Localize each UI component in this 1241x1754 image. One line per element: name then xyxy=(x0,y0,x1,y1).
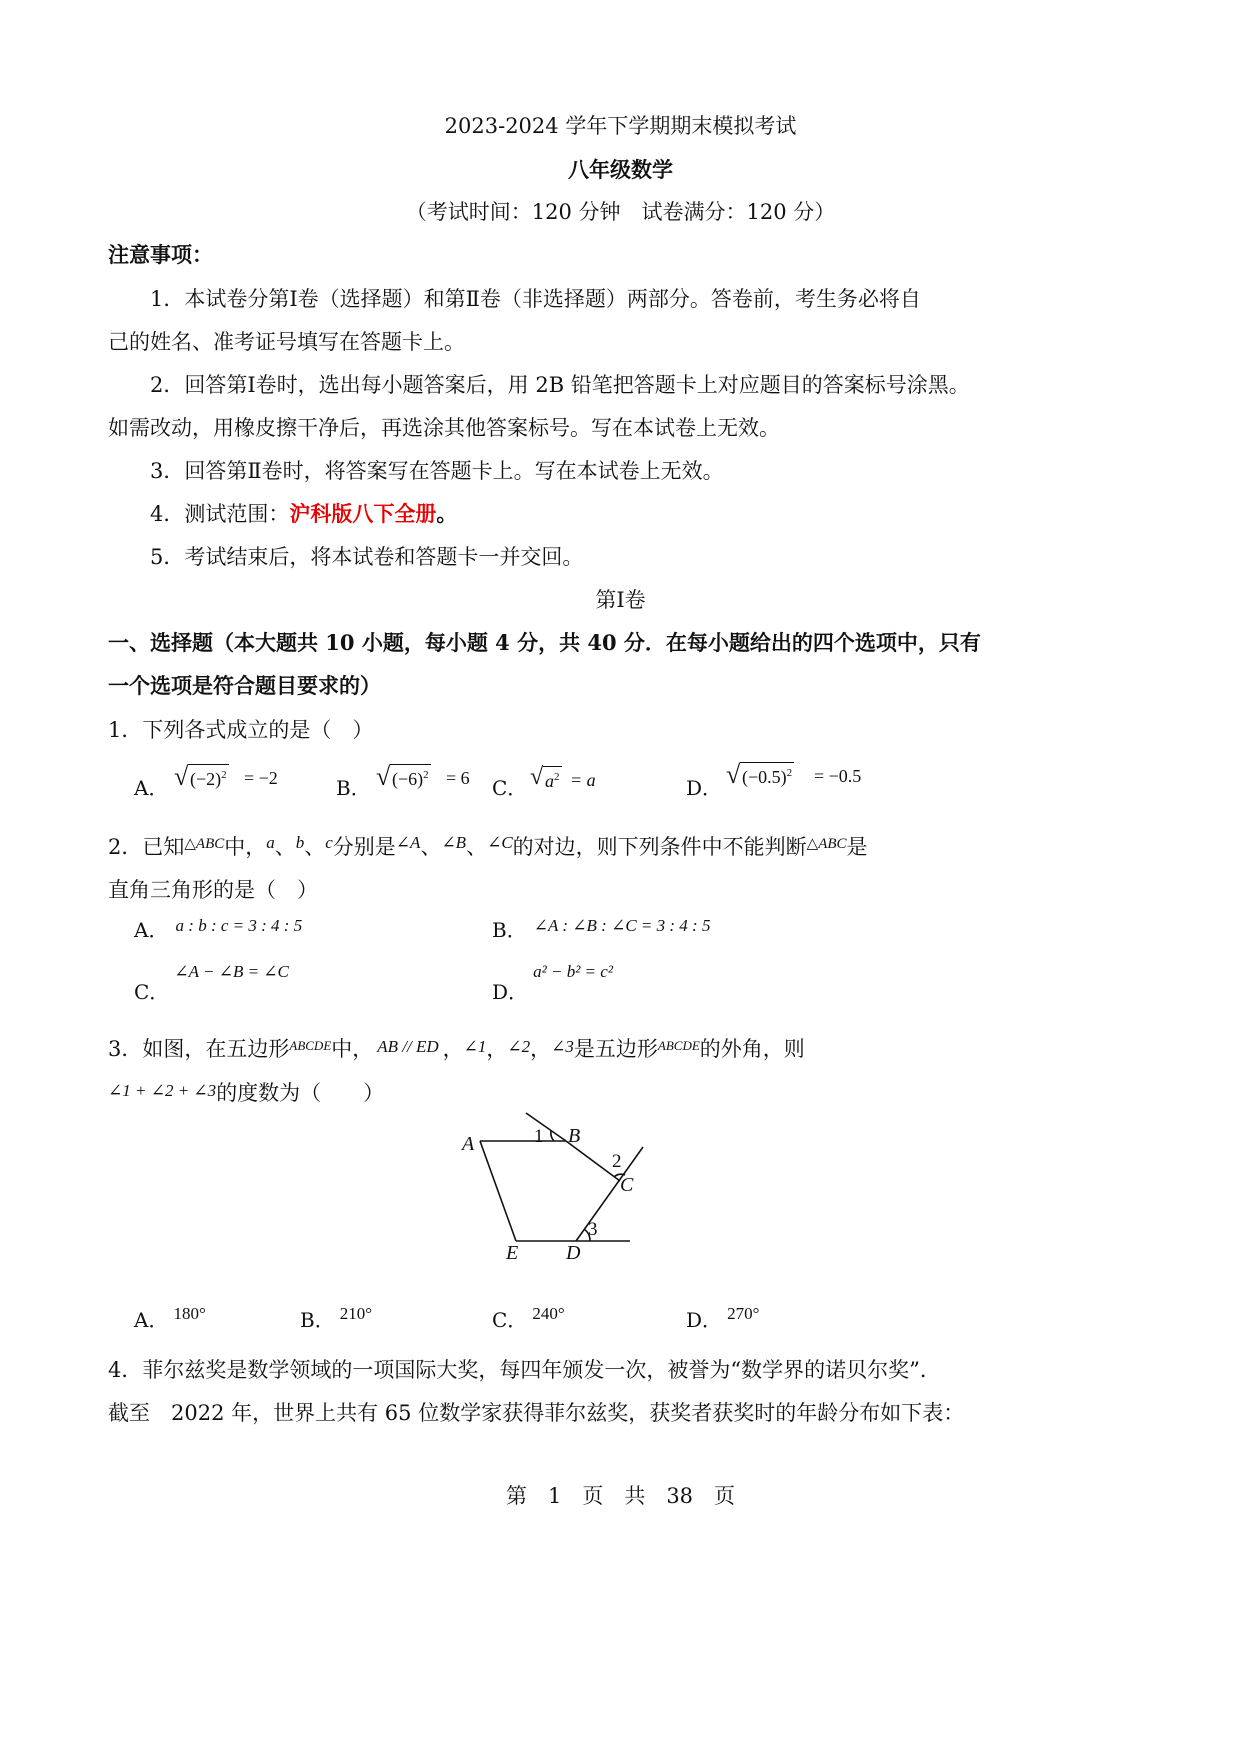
q3-d-value: 270° xyxy=(727,1304,760,1323)
point-d-label: D xyxy=(566,1242,581,1264)
notice-item-1: 1．本试卷分第Ⅰ卷（选择题）和第Ⅱ卷（非选择题）两部分。答卷前，考生务必将自 xyxy=(150,287,921,311)
q2-text: 、 xyxy=(274,835,296,859)
notice-item-3: 3．回答第Ⅱ卷时，将答案写在答题卡上。写在本试卷上无效。 xyxy=(150,459,724,483)
q2-stem-line2: 直角三角形的是（ ） xyxy=(108,878,318,902)
notice-heading: 注意事项： xyxy=(108,242,213,267)
q3-option-d[interactable] xyxy=(686,1304,759,1333)
q2-d-math: a² − b² = c² xyxy=(533,962,613,981)
q2-text: 是 xyxy=(846,835,868,859)
q1-a-exp: 2 xyxy=(221,769,227,781)
q3-text: ， xyxy=(486,1037,508,1061)
q1-d-rest: = −0.5 xyxy=(814,766,862,786)
pentagon-figure xyxy=(450,1105,670,1275)
q2-d-label: D． xyxy=(492,980,529,1004)
q3-b-label: B． xyxy=(300,1308,335,1332)
q1-d-radicand xyxy=(740,762,794,788)
q3-math: ABCDE xyxy=(657,1038,700,1053)
q3-c-value: 240° xyxy=(532,1304,565,1323)
q2-a-math: a : b : c = 3 : 4 : 5 xyxy=(175,916,303,935)
q1-b-label: B． xyxy=(336,776,371,800)
notice-item-1-cont: 己的姓名、准考证号填写在答题卡上。 xyxy=(108,330,465,354)
q3-option-c[interactable] xyxy=(492,1304,565,1333)
q1-b-rest: = 6 xyxy=(446,768,470,788)
q3-a-label: A． xyxy=(134,1308,169,1332)
q3-text: ， xyxy=(442,1037,464,1061)
q3-math: AB // ED xyxy=(377,1037,439,1056)
q2-text: 、 xyxy=(420,835,442,859)
q1-d-rad-text: (−0.5) xyxy=(742,767,787,787)
q2-c-math: ∠A − ∠B = ∠C xyxy=(174,962,289,981)
q2-math: a xyxy=(266,833,275,852)
notice-item-4-prefix: 4．测试范围： xyxy=(150,502,290,526)
q2-text: 、 xyxy=(466,835,488,859)
q3-option-a[interactable] xyxy=(134,1304,206,1333)
extension-line-b xyxy=(526,1113,566,1141)
angle-1-label: 1 xyxy=(534,1126,544,1147)
q3-text: 中， xyxy=(331,1037,374,1061)
q2-b-label: B． xyxy=(492,918,527,942)
sqrt-icon: √ xyxy=(530,764,544,790)
q1-b-radicand xyxy=(390,764,431,790)
q1-a-rest: = −2 xyxy=(244,768,278,788)
sqrt-icon: √ xyxy=(376,762,391,791)
q2-option-c[interactable] xyxy=(134,962,289,1005)
q1-stem: 1．下列各式成立的是（ ） xyxy=(108,718,374,742)
q2-text: 的对边，则下列条件中不能判断 xyxy=(512,835,807,859)
angle-3-label: 3 xyxy=(588,1219,598,1240)
notice-item-2: 2．回答第Ⅰ卷时，选出每小题答案后，用 2B 铅笔把答题卡上对应题目的答案标号涂黑。 xyxy=(150,373,970,397)
q2-a-label: A． xyxy=(134,918,169,942)
q3-text: 的度数为（ ） xyxy=(216,1081,385,1105)
sqrt-icon: √ xyxy=(726,760,741,789)
section-heading: 一、选择题（本大题共 10 小题，每小题 4 分，共 40 分．在每小题给出的四个选项中，只有 xyxy=(108,630,981,655)
test-range: 沪科版八下全册 xyxy=(289,501,437,526)
sqrt-icon: √ xyxy=(174,762,189,791)
q1-a-radicand xyxy=(188,764,229,790)
q2-c-label: C． xyxy=(134,980,170,1004)
q3-d-label: D． xyxy=(686,1308,723,1332)
q2-text: 中， xyxy=(224,835,267,859)
q2-b-math: ∠A : ∠B : ∠C = 3 : 4 : 5 xyxy=(533,916,711,935)
q1-c-label: C． xyxy=(492,776,528,800)
q3-math: ∠1 xyxy=(463,1037,487,1056)
notice-item-5: 5．考试结束后，将本试卷和答题卡一并交回。 xyxy=(150,545,584,569)
q2-option-a[interactable] xyxy=(134,914,302,943)
q1-b-rad-text: (−6) xyxy=(392,769,424,789)
exam-info: （考试时间：120 分钟 试卷满分：120 分） xyxy=(405,200,836,224)
part1-title: 第Ⅰ卷 xyxy=(595,588,646,612)
point-a-label: A xyxy=(462,1133,475,1155)
q3-text: 3．如图，在五边形 xyxy=(108,1037,290,1061)
q4-stem-line1: 4．菲尔兹奖是数学领域的一项国际大奖，每四年颁发一次，被誉为“数学界的诺贝尔奖”． xyxy=(108,1358,941,1382)
q3-a-value: 180° xyxy=(173,1304,206,1323)
q3-text: 的外角，则 xyxy=(699,1037,805,1061)
point-b-label: B xyxy=(568,1125,581,1147)
q2-text: 2．已知 xyxy=(108,835,185,859)
q1-c-exp: 2 xyxy=(554,771,560,783)
q3-option-b[interactable] xyxy=(300,1304,372,1333)
q1-c-rad-text: a xyxy=(545,771,554,791)
q2-option-d[interactable] xyxy=(492,962,613,1005)
q2-text: 分别是 xyxy=(332,835,396,859)
q2-math: ∠C xyxy=(487,833,513,852)
notice-item-2-cont: 如需改动，用橡皮擦干净后，再选涂其他答案标号。写在本试卷上无效。 xyxy=(108,416,780,440)
q2-math: △ABC xyxy=(806,836,847,852)
q3-stem-line2 xyxy=(108,1077,384,1107)
point-c-label: C xyxy=(620,1174,634,1196)
subject-title: 八年级数学 xyxy=(568,157,673,182)
q3-b-value: 210° xyxy=(339,1304,373,1323)
angle-2-label: 2 xyxy=(612,1151,622,1172)
q2-stem-line1 xyxy=(108,831,868,861)
q3-math: ∠2 xyxy=(507,1037,531,1056)
page-number: 第 1 页 共 38 页 xyxy=(505,1484,736,1508)
q3-text: 是五边形 xyxy=(573,1037,658,1061)
q1-a-rad-text: (−2) xyxy=(190,769,222,789)
q2-math: c xyxy=(325,833,333,852)
q2-text: 、 xyxy=(304,835,326,859)
q1-a-label: A． xyxy=(134,776,169,800)
section-heading-cont: 一个选项是符合题目要求的） xyxy=(108,673,381,698)
q2-math: ∠B xyxy=(441,833,467,852)
q1-c-rest: = a xyxy=(570,770,596,790)
q3-math: ∠1 + ∠2 + ∠3 xyxy=(108,1081,217,1100)
q3-math: ABCDE xyxy=(289,1038,332,1053)
segment-ea xyxy=(480,1141,516,1241)
q3-math: ∠3 xyxy=(551,1037,574,1056)
exam-title: 2023-2024 学年下学期期末模拟考试 xyxy=(444,114,797,138)
q2-option-b[interactable] xyxy=(492,914,710,943)
q1-c-radicand xyxy=(543,766,562,792)
q3-stem-line1 xyxy=(108,1033,805,1063)
q3-text: ， xyxy=(530,1037,552,1061)
q2-math: ∠A xyxy=(395,833,421,852)
notice-item-4 xyxy=(150,498,457,528)
q3-c-label: C． xyxy=(492,1308,528,1332)
q1-d-exp: 2 xyxy=(786,767,793,779)
notice-item-4-suffix: 。 xyxy=(436,501,458,526)
q1-b-exp: 2 xyxy=(423,769,429,781)
point-e-label: E xyxy=(506,1242,519,1264)
q2-math: b xyxy=(295,833,305,852)
q1-d-label: D． xyxy=(686,776,723,800)
q4-stem-line2: 截至 2022 年，世界上共有 65 位数学家获得菲尔兹奖，获奖者获奖时的年龄分布如下表： xyxy=(108,1401,965,1425)
q2-math: △ABC xyxy=(184,836,225,852)
